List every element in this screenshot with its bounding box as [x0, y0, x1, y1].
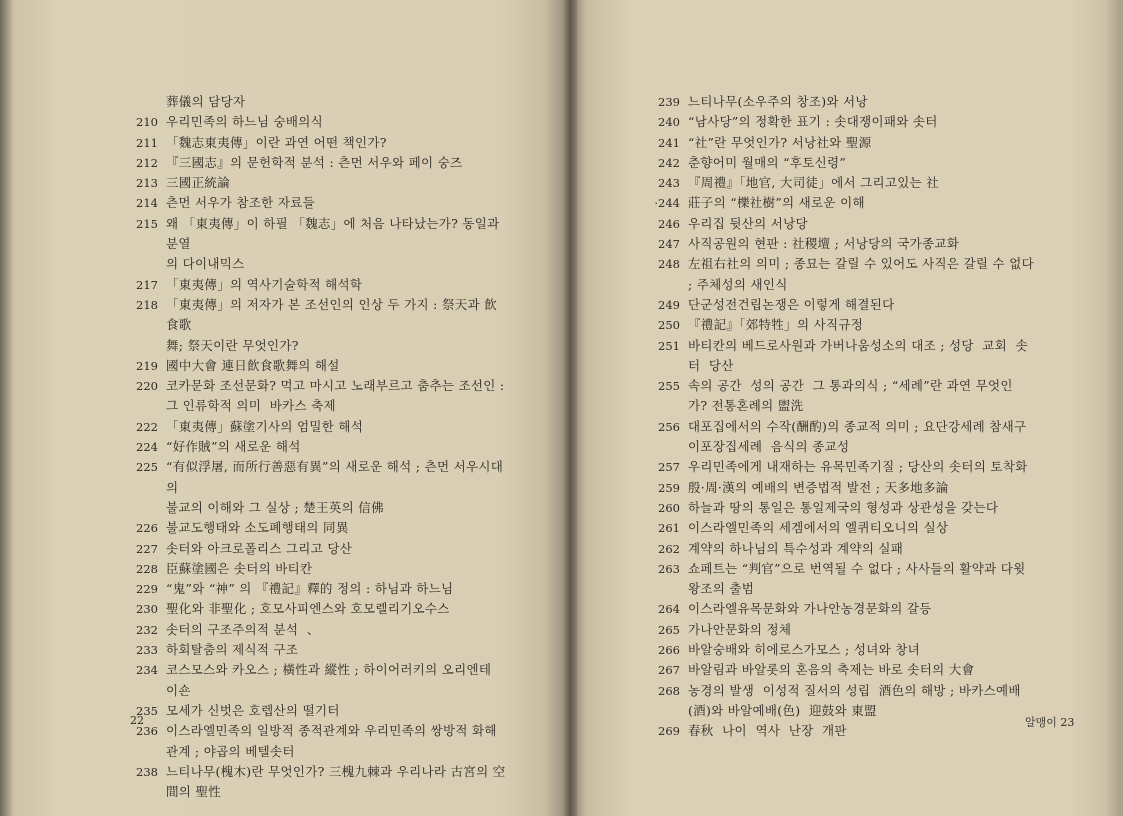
- contents-entry: [650, 620, 1040, 640]
- entry-title: [688, 539, 1040, 559]
- entry-page-number: 260: [658, 500, 680, 515]
- entry-title: [688, 153, 1040, 173]
- entry-page-number: 226: [136, 521, 158, 536]
- contents-entry: [650, 498, 1040, 518]
- entry-title: [688, 133, 1040, 153]
- entry-page-number: 213: [136, 176, 158, 191]
- contents-entry: [650, 640, 1040, 660]
- contents-entry: [128, 518, 508, 538]
- entry-title-line: 「東夷傳」蘇塗기사의 엄밀한 해석: [166, 418, 364, 434]
- entry-page-number: 217: [136, 277, 158, 292]
- right-page-number: 23: [1060, 716, 1075, 729]
- entry-title: [688, 640, 1040, 660]
- contents-entry: [128, 579, 508, 599]
- book-gutter: [563, 0, 577, 816]
- entry-title-line: 「東夷傳」의 역사기술학적 해석학: [166, 276, 363, 292]
- entry-page-number: 268: [658, 683, 680, 698]
- entry-page-number: 264: [658, 602, 680, 617]
- entry-page-number: 256: [658, 419, 680, 434]
- entry-page-number: 236: [136, 724, 158, 739]
- entry-title: [688, 620, 1040, 640]
- entry-title: [166, 417, 508, 437]
- entry-title-line: 이스라엘민족의 세겜에서의 엘퀴티오니의 실상: [688, 520, 949, 536]
- entry-title-line: 우리집 뒷산의 서낭당: [688, 215, 808, 231]
- entry-title: [166, 762, 508, 803]
- contents-entry: [128, 640, 508, 660]
- entry-page-number: 214: [136, 196, 158, 211]
- entry-title: [166, 173, 508, 193]
- entry-title-line: 의 다이내믹스: [166, 256, 245, 272]
- contents-entry: [650, 254, 1040, 295]
- entry-title-line: 이스라엘민족의 일방적 종적관계와 우리민족의 쌍방적 화해: [166, 723, 497, 739]
- entry-title-line: 하회탈춤의 제식적 구조: [166, 642, 299, 658]
- entry-page-number: 262: [658, 541, 680, 556]
- entry-title-line: 계약의 하나님의 특수성과 계약의 실패: [688, 540, 904, 556]
- entry-page-number: 222: [136, 419, 158, 434]
- contents-entry: [128, 762, 508, 803]
- entry-page-number: 228: [136, 561, 158, 576]
- entry-page-number: 259: [658, 480, 680, 495]
- entry-title-line: ; 주체성의 새인식: [688, 276, 788, 292]
- entry-title: [166, 660, 508, 701]
- entry-title-line: 聖化와 非聖化 ; 호모사피엔스와 호모렐리기오수스: [166, 601, 450, 617]
- entry-title: [688, 376, 1040, 417]
- contents-entry: [128, 173, 508, 193]
- entry-title-line: 느티나무(소우주의 창조)와 서낭: [688, 94, 868, 109]
- entry-title-line: 바알숭배와 히에로스가모스 ; 성녀와 창녀: [688, 642, 920, 658]
- entry-title: [166, 539, 508, 559]
- entry-title-line: 하늘과 땅의 통일은 통일제국의 형성과 상관성을 갖는다: [688, 499, 999, 515]
- contents-entry: [650, 336, 1040, 377]
- contents-entry: [650, 92, 1040, 112]
- entry-title: [688, 112, 1040, 132]
- entry-title: [166, 599, 508, 619]
- entry-title-line: 왕조의 출범: [688, 581, 755, 597]
- contents-entry: [128, 92, 508, 112]
- entry-title-line: 쇼페트는 “判官”으로 번역될 수 없다 ; 사사들의 활약과 다윗: [688, 560, 1026, 576]
- entry-title: [166, 133, 508, 153]
- entry-title-line: 이스라엘유목문화와 가나안농경문화의 갈등: [688, 601, 932, 617]
- entry-title-line: 그 인류학적 의미 바카스 축제: [166, 398, 336, 414]
- entry-title: [166, 153, 508, 173]
- contents-entry: [128, 539, 508, 559]
- contents-entry: [650, 559, 1040, 600]
- contents-entry: [650, 153, 1040, 173]
- entry-title-line: 속의 공간 성의 공간 그 통과의식 ; “세례”란 과연 무엇인: [688, 378, 1013, 394]
- entry-title-line: 「東夷傳」의 저자가 본 조선인의 인상 두 가지 : 祭天과 飮食歌: [166, 296, 497, 333]
- entry-title: [166, 640, 508, 660]
- entry-page-number: 267: [658, 663, 680, 678]
- contents-entry: [128, 133, 508, 153]
- contents-entry: [128, 214, 508, 275]
- entry-title: [166, 518, 508, 538]
- entry-title-line: 느티나무(槐木)란 무엇인가? 三槐九棘과 우리나라 古宮의 空: [166, 763, 506, 779]
- entry-page-number: 246: [658, 216, 680, 231]
- contents-entry: [128, 356, 508, 376]
- entry-page-number: ·244: [654, 196, 680, 211]
- entry-title-line: 터 당산: [688, 357, 734, 373]
- entry-page-number: 261: [658, 521, 680, 536]
- entry-page-number: 229: [136, 582, 158, 597]
- entry-title-line: 우리민족에게 내재하는 유목민족기질 ; 당산의 솟터의 토착화: [688, 459, 1028, 475]
- entry-title: [166, 112, 508, 132]
- entry-title-line: 『周禮』「地官, 大司徒」에서 그리고있는 社: [688, 175, 940, 191]
- entry-title: [166, 457, 508, 518]
- entry-title: [166, 295, 508, 356]
- entry-title-line: 코카문화 조선문화? 먹고 마시고 노래부르고 춤추는 조선인 :: [166, 378, 505, 394]
- entry-page-number: 212: [136, 155, 158, 170]
- entry-title-line: (酒)와 바알예배(色) 迎鼓와 東盟: [688, 702, 877, 718]
- entry-page-number: 265: [658, 622, 680, 637]
- entry-title: [688, 498, 1040, 518]
- contents-entry: [650, 193, 1040, 213]
- contents-entry: [128, 620, 508, 640]
- entry-title: [688, 295, 1040, 315]
- entry-title-line: 間의 聖性: [166, 784, 222, 800]
- entry-title-line: 葬儀의 담당자: [166, 94, 246, 109]
- entry-title: [688, 417, 1040, 458]
- entry-title: [166, 559, 508, 579]
- entry-title-line: 농경의 발생 이성적 질서의 성립 酒色의 해방 ; 바카스예배: [688, 682, 1021, 698]
- entry-page-number: 218: [136, 297, 158, 312]
- entry-title-line: “社”란 무엇인가? 서낭社와 聖源: [688, 134, 872, 150]
- entry-title: [166, 701, 508, 721]
- entry-page-number: 248: [658, 257, 680, 272]
- contents-entry: [650, 376, 1040, 417]
- entry-title-line: 臣蘇塗國은 솟터의 바티칸: [166, 560, 313, 576]
- entry-page-number: 224: [136, 440, 158, 455]
- entry-title: [688, 234, 1040, 254]
- entry-title: [688, 214, 1040, 234]
- contents-entry: [650, 539, 1040, 559]
- entry-title-line: “有似浮屠, 而所行善惡有異”의 새로운 해석 ; 츤먼 서우시대의: [166, 459, 504, 495]
- entry-title-line: 코스모스와 카오스 ; 橫性과 縱性 ; 하이어러키의 오리엔테: [166, 662, 492, 678]
- contents-entry: [650, 173, 1040, 193]
- contents-entry: [650, 417, 1040, 458]
- entry-title: [688, 681, 1040, 722]
- entry-title-line: 春秋 나이 역사 난장 개판: [688, 723, 847, 739]
- entry-title: [166, 721, 508, 762]
- right-contents-list: [650, 92, 1040, 742]
- entry-title: [166, 193, 508, 213]
- entry-title-line: 불교도행태와 소도폐행태의 同異: [166, 520, 349, 536]
- entry-page-number: 239: [658, 95, 680, 109]
- entry-title-line: “남사당”의 정확한 표기 : 솟대쟁이패와 솟터: [688, 114, 938, 130]
- entry-page-number: 238: [136, 764, 158, 779]
- entry-page-number: 247: [658, 237, 680, 252]
- entry-title: [166, 92, 508, 112]
- contents-entry: [650, 234, 1040, 254]
- entry-title: [688, 660, 1040, 680]
- entry-page-number: 243: [658, 176, 680, 191]
- entry-title-line: 솟터의 구조주의적 분석 、: [166, 621, 320, 637]
- entry-title-line: 대포집에서의 수작(酬酌)의 종교적 의미 ; 요단강세례 참새구: [688, 418, 1027, 434]
- entry-page-number: 235: [136, 703, 158, 718]
- contents-entry: [128, 417, 508, 437]
- entry-title: [688, 193, 1040, 213]
- entry-page-number: 233: [136, 643, 158, 658]
- entry-title: [166, 356, 508, 376]
- contents-entry: [650, 518, 1040, 538]
- entry-title: [688, 457, 1040, 477]
- contents-entry: [128, 295, 508, 356]
- entry-title-line: 솟터와 아크로폴리스 그리고 당산: [166, 540, 353, 556]
- entry-page-number: 266: [658, 643, 680, 658]
- contents-entry: [650, 315, 1040, 335]
- contents-entry: [128, 701, 508, 721]
- entry-title: [688, 478, 1040, 498]
- entry-page-number: 211: [136, 135, 158, 150]
- entry-title: [166, 275, 508, 295]
- entry-title: [688, 518, 1040, 538]
- entry-title-line: 바알림과 바알롯의 혼음의 축제는 바로 솟터의 大會: [688, 662, 975, 678]
- entry-page-number: 230: [136, 602, 158, 617]
- entry-page-number: 215: [136, 216, 158, 231]
- entry-title-line: 관계 ; 야곱의 베텔솟터: [166, 743, 295, 759]
- contents-entry: [650, 295, 1040, 315]
- entry-page-number: 251: [658, 338, 680, 353]
- contents-entry: [128, 376, 508, 417]
- entry-title: [166, 376, 508, 417]
- contents-entry: [128, 599, 508, 619]
- right-page: [570, 0, 1123, 816]
- contents-entry: [650, 133, 1040, 153]
- entry-title-line: 모세가 신벗은 호렙산의 떨기터: [166, 702, 340, 718]
- entry-title: [166, 620, 508, 640]
- contents-entry: [128, 275, 508, 295]
- entry-page-number: 210: [136, 115, 158, 130]
- entry-title: [688, 721, 1040, 741]
- entry-page-number: 234: [136, 663, 158, 678]
- entry-title-line: 가나안문화의 정체: [688, 621, 792, 637]
- entry-title: [688, 254, 1040, 295]
- entry-title: [688, 92, 1040, 112]
- contents-entry: [128, 660, 508, 701]
- entry-page-number: 227: [136, 541, 158, 556]
- entry-page-number: 263: [658, 561, 680, 576]
- entry-title-line: 殷·周·漢의 예배의 변증법적 발전 ; 天多地多論: [688, 479, 949, 495]
- entry-page-number: 225: [136, 460, 158, 475]
- entry-title-line: 춘향어미 월매의 “후토신령”: [688, 154, 847, 170]
- entry-title-line: 불교의 이해와 그 실상 ; 楚王英의 信佛: [166, 499, 384, 515]
- entry-title-line: 『禮記』「郊特牲」의 사직규정: [688, 317, 864, 333]
- left-page-number: 22: [130, 714, 144, 727]
- contents-entry: [128, 437, 508, 457]
- contents-entry: [650, 681, 1040, 722]
- entry-title-line: 우리민족의 하느님 숭배의식: [166, 114, 324, 130]
- entry-title-line: 國中大會 連日飮食歌舞의 해설: [166, 357, 340, 373]
- entry-title-line: 단군성전건립논쟁은 이렇게 해결된다: [688, 296, 895, 312]
- entry-title-line: 三國正統論: [166, 175, 231, 191]
- entry-title-line: 사직공원의 현판 : 社稷壇 ; 서낭당의 국가종교화: [688, 236, 960, 252]
- right-running-footer: [1025, 714, 1074, 730]
- contents-entry: [650, 599, 1040, 619]
- contents-entry: [128, 153, 508, 173]
- contents-entry: [650, 214, 1040, 234]
- entry-title-line: 舞; 祭天이란 무엇인가?: [166, 337, 299, 353]
- contents-entry: [650, 112, 1040, 132]
- left-contents-list: [128, 92, 508, 802]
- contents-entry: [650, 660, 1040, 680]
- entry-title: [166, 437, 508, 457]
- contents-entry: [128, 193, 508, 213]
- entry-title-line: 莊子의 “櫟社樹”의 새로운 이해: [688, 195, 865, 211]
- entry-page-number: 241: [658, 135, 680, 150]
- entry-page-number: 255: [658, 379, 680, 394]
- running-head: 알맹이: [1025, 716, 1057, 729]
- contents-entry: [128, 559, 508, 579]
- entry-title-line: 『三國志』의 문헌학적 분석 : 츤먼 서우와 페이 숭즈: [166, 154, 463, 170]
- entry-page-number: 220: [136, 379, 158, 394]
- entry-title: [166, 214, 508, 275]
- entry-title: [166, 579, 508, 599]
- entry-title: [688, 315, 1040, 335]
- entry-page-number: 219: [136, 358, 158, 373]
- entry-title-line: “鬼”와 “神” 의 『禮記』釋的 정의 : 하님과 하느님: [166, 581, 454, 597]
- entry-title: [688, 336, 1040, 377]
- contents-entry: [650, 457, 1040, 477]
- contents-entry: [128, 721, 508, 762]
- entry-title-line: 이포장집세례 음식의 종교성: [688, 439, 850, 455]
- entry-title-line: 츤먼 서우가 참조한 자료들: [166, 195, 315, 211]
- entry-title: [688, 559, 1040, 600]
- entry-page-number: 232: [136, 622, 158, 637]
- contents-entry: [650, 478, 1040, 498]
- entry-page-number: 257: [658, 460, 680, 475]
- entry-page-number: 250: [658, 318, 680, 333]
- entry-title-line: 바티칸의 베드로사원과 가버나움성소의 대조 ; 성당 교회 솟: [688, 337, 1028, 353]
- entry-page-number: 242: [658, 155, 680, 170]
- entry-title-line: 이숀: [166, 682, 191, 698]
- entry-title: [688, 599, 1040, 619]
- entry-title-line: 가? 전통혼례의 盥洗: [688, 398, 804, 414]
- entry-page-number: 269: [658, 724, 680, 739]
- contents-entry: [650, 721, 1040, 741]
- entry-page-number: 249: [658, 297, 680, 312]
- entry-title-line: 「魏志東夷傳」이란 과연 어떤 책인가?: [166, 134, 387, 150]
- entry-title-line: 왜 「東夷傳」이 하필 「魏志」에 처음 나타났는가? 동일과 분열: [166, 215, 504, 252]
- contents-entry: [128, 457, 508, 518]
- entry-title-line: 左祖右社의 의미 ; 종묘는 갈릴 수 있어도 사직은 갈릴 수 없다: [688, 256, 1034, 272]
- entry-title-line: “好作賊”의 새로운 해석: [166, 439, 301, 455]
- entry-title: [688, 173, 1040, 193]
- entry-page-number: 240: [658, 115, 680, 130]
- contents-entry: [128, 112, 508, 132]
